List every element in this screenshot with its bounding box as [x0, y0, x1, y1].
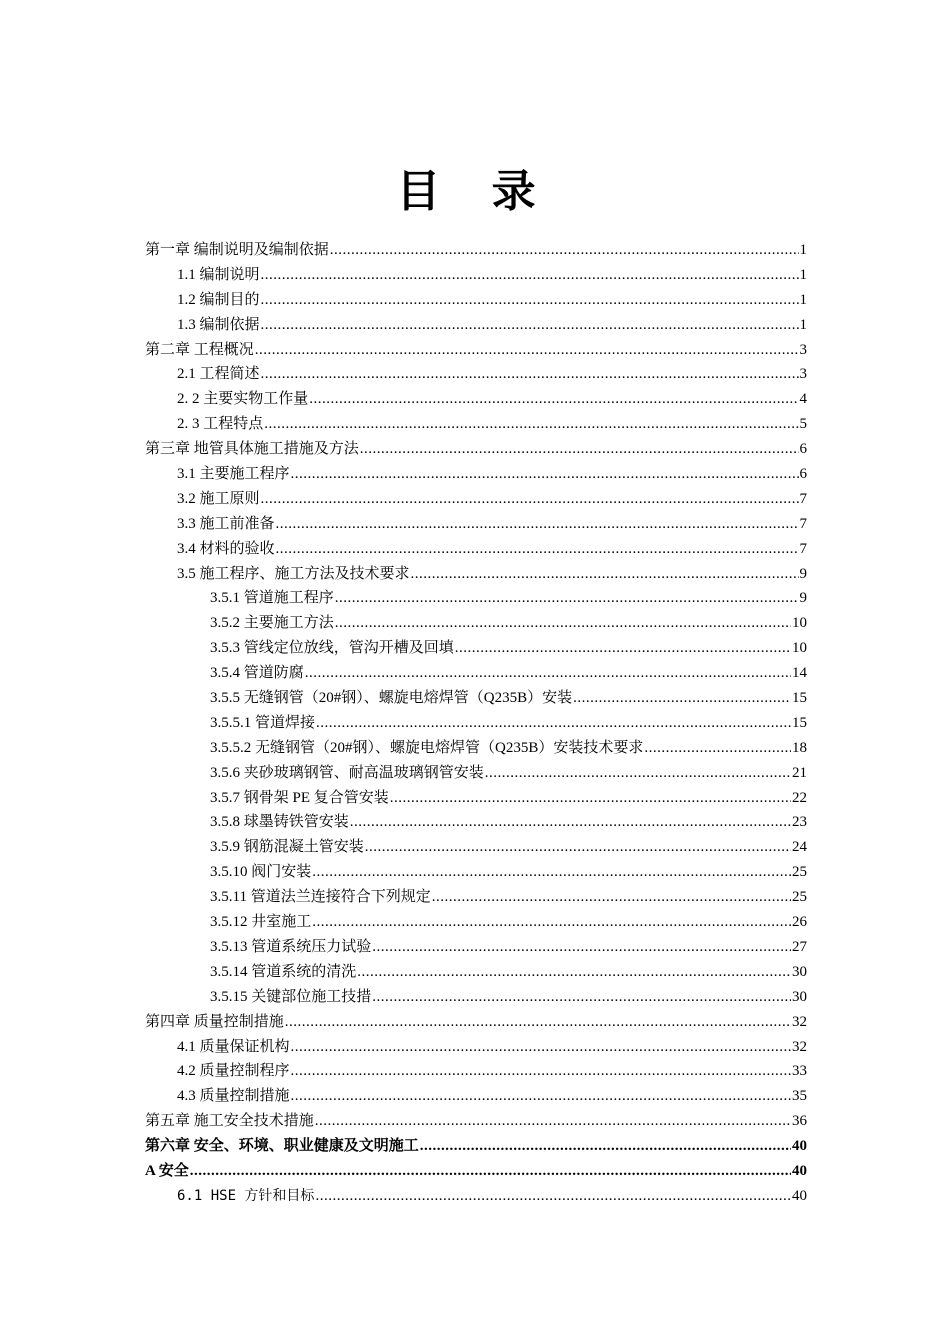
toc-leader-dots	[291, 1035, 791, 1060]
toc-entry[interactable]	[145, 611, 807, 636]
toc-entry[interactable]	[145, 487, 807, 512]
toc-entry[interactable]	[145, 835, 807, 860]
toc-entry-page-number: 9	[799, 565, 807, 582]
toc-entry-label: 第五章 施工安全技术措施	[145, 1113, 314, 1130]
toc-entry-label: 3.5.5.2 无缝钢管（20#钢）、螺旋电熔焊管（Q235B）安装技术要求	[210, 739, 644, 756]
toc-entry[interactable]	[145, 711, 807, 736]
toc-entry[interactable]	[145, 1184, 807, 1209]
toc-leader-dots	[315, 1109, 791, 1134]
toc-entry-page-number: 9	[799, 590, 807, 607]
toc-leader-dots	[264, 412, 798, 437]
toc-entry-label: 3.5.13 管道系统压力试验	[210, 938, 372, 955]
toc-leader-dots	[432, 885, 791, 910]
toc-entry-page-number: 25	[792, 864, 807, 881]
toc-leader-dots	[291, 462, 799, 487]
toc-leader-dots	[357, 960, 791, 985]
toc-entry-label: 3.3 施工前准备	[177, 515, 275, 532]
toc-entry-page-number: 33	[792, 1063, 807, 1080]
toc-entry-label: 第六章 安全、环境、职业健康及文明施工	[145, 1138, 419, 1155]
toc-entry-page-number: 14	[792, 665, 807, 682]
toc-entry[interactable]	[145, 885, 807, 910]
toc-entry-label: 3.5 施工程序、施工方法及技术要求	[177, 565, 410, 582]
toc-entry-page-number: 40	[792, 1187, 807, 1204]
toc-entry[interactable]	[145, 562, 807, 587]
toc-leader-dots	[190, 1159, 791, 1184]
toc-entry-page-number: 22	[792, 789, 807, 806]
toc-entry-label: 1.2 编制目的	[177, 291, 260, 308]
toc-entry[interactable]	[145, 1084, 807, 1109]
toc-entry-page-number: 4	[799, 391, 807, 408]
toc-leader-dots	[309, 387, 798, 412]
toc-entry-page-number: 32	[792, 1013, 807, 1030]
toc-leader-dots	[573, 686, 791, 711]
toc-entry-label: 3.2 施工原则	[177, 490, 260, 507]
toc-entry-label: 3.5.5 无缝钢管（20#钢）、螺旋电熔焊管（Q235B）安装	[210, 690, 573, 707]
toc-entry-label: 3.1 主要施工程序	[177, 466, 290, 483]
toc-entry-label: 第二章 工程概况	[145, 341, 254, 358]
toc-entry[interactable]	[145, 1035, 807, 1060]
toc-entry-label: 4.1 质量保证机构	[177, 1038, 290, 1055]
toc-entry[interactable]	[145, 1159, 807, 1184]
toc-entry[interactable]	[145, 910, 807, 935]
toc-entry-page-number: 27	[792, 938, 807, 955]
toc-entry-label: 3.5.11 管道法兰连接符合下列规定	[210, 889, 431, 906]
toc-entry-page-number: 26	[792, 914, 807, 931]
toc-entry[interactable]	[145, 860, 807, 885]
toc-entry[interactable]	[145, 412, 807, 437]
toc-entry[interactable]	[145, 437, 807, 462]
toc-entry-label: 3.5.8 球墨铸铁管安装	[210, 814, 349, 831]
toc-leader-dots	[411, 562, 799, 587]
toc-entry-page-number: 6	[799, 441, 807, 458]
table-of-contents	[145, 238, 807, 1209]
toc-entry[interactable]	[145, 462, 807, 487]
toc-entry-label: 3.5.9 钢筋混凝土管安装	[210, 839, 364, 856]
toc-leader-dots	[305, 661, 791, 686]
toc-entry-label: 3.5.3 管线定位放线，管沟开槽及回填	[210, 640, 454, 657]
toc-entry-label: 第一章 编制说明及编制依据	[145, 242, 329, 258]
toc-entry-page-number: 10	[792, 615, 807, 632]
toc-leader-dots	[291, 1084, 791, 1109]
toc-entry-page-number: 18	[792, 739, 807, 756]
toc-leader-dots	[315, 1184, 791, 1209]
toc-entry-label: 1.3 编制依据	[177, 316, 260, 333]
toc-entry-page-number: 30	[792, 988, 807, 1005]
toc-entry-page-number: 10	[792, 640, 807, 657]
toc-entry-page-number: 1	[799, 242, 807, 258]
toc-entry-label: 3.5.1 管道施工程序	[210, 590, 334, 607]
toc-entry-page-number: 35	[792, 1088, 807, 1105]
toc-entry[interactable]	[145, 761, 807, 786]
toc-entry-page-number: 23	[792, 814, 807, 831]
toc-entry-label: 3.5.6 夹砂玻璃钢管、耐高温玻璃钢管安装	[210, 764, 484, 781]
toc-leader-dots	[335, 611, 791, 636]
toc-leader-dots	[255, 338, 799, 363]
toc-entry-page-number: 3	[799, 341, 807, 358]
toc-leader-dots	[316, 711, 791, 736]
toc-entry[interactable]	[145, 537, 807, 562]
toc-entry[interactable]	[145, 786, 807, 811]
toc-entry[interactable]	[145, 1059, 807, 1084]
toc-entry[interactable]	[145, 512, 807, 537]
toc-entry[interactable]	[145, 736, 807, 761]
toc-entry[interactable]	[145, 338, 807, 363]
toc-leader-dots	[276, 512, 799, 537]
toc-entry[interactable]	[145, 1010, 807, 1035]
toc-entry[interactable]	[145, 960, 807, 985]
toc-entry-page-number: 1	[799, 266, 807, 283]
toc-entry[interactable]	[145, 288, 807, 313]
toc-entry-label: 2. 3 工程特点	[177, 416, 264, 433]
toc-entry-page-number: 21	[792, 764, 807, 781]
toc-entry-label: 4.3 质量控制措施	[177, 1088, 290, 1105]
page-title: 目 录	[396, 166, 554, 217]
toc-entry-label: 3.5.5.1 管道焊接	[210, 714, 316, 731]
toc-entry[interactable]	[145, 362, 807, 387]
toc-leader-dots	[455, 636, 791, 661]
toc-entry-label: 3.5.2 主要施工方法	[210, 615, 334, 632]
toc-entry-page-number: 40	[792, 1138, 807, 1155]
toc-leader-dots	[291, 1059, 791, 1084]
toc-entry-label: 2. 2 主要实物工作量	[177, 391, 309, 408]
toc-entry-label: 第三章 地管具体施工措施及方法	[145, 441, 359, 458]
toc-entry-label: 3.5.7 钢骨架 PE 复合管安装	[210, 789, 389, 806]
toc-leader-dots	[365, 835, 791, 860]
toc-entry-label: 6.1 HSE 方针和目标	[177, 1187, 315, 1204]
toc-entry[interactable]	[145, 313, 807, 338]
toc-entry-page-number: 25	[792, 889, 807, 906]
toc-entry-page-number: 5	[799, 416, 807, 433]
toc-entry[interactable]	[145, 661, 807, 686]
toc-leader-dots	[330, 238, 799, 263]
toc-entry-page-number: 32	[792, 1038, 807, 1055]
toc-entry-page-number: 7	[799, 540, 807, 557]
toc-entry-label: 3.5.14 管道系统的清洗	[210, 963, 357, 980]
toc-leader-dots	[485, 761, 791, 786]
toc-entry-label: 3.5.4 管道防腐	[210, 665, 304, 682]
toc-entry[interactable]	[145, 636, 807, 661]
toc-entry-page-number: 15	[792, 690, 807, 707]
toc-entry-page-number: 40	[792, 1162, 807, 1179]
toc-entry[interactable]	[145, 810, 807, 835]
toc-entry-page-number: 3	[799, 366, 807, 383]
toc-entry[interactable]	[145, 686, 807, 711]
toc-leader-dots	[390, 786, 791, 811]
toc-entry[interactable]	[145, 985, 807, 1010]
toc-leader-dots	[276, 537, 799, 562]
toc-entry-label: A 安全	[145, 1162, 189, 1179]
toc-entry-page-number: 7	[799, 515, 807, 532]
toc-entry-page-number: 30	[792, 963, 807, 980]
toc-leader-dots	[312, 910, 791, 935]
toc-leader-dots	[360, 437, 799, 462]
toc-leader-dots	[335, 586, 799, 611]
toc-entry[interactable]	[145, 1134, 807, 1159]
toc-leader-dots	[350, 810, 791, 835]
toc-leader-dots	[261, 288, 799, 313]
toc-entry-page-number: 1	[799, 291, 807, 308]
toc-entry-label: 3.4 材料的验收	[177, 540, 275, 557]
toc-entry[interactable]	[145, 586, 807, 611]
toc-entry-label: 3.5.10 阀门安装	[210, 864, 312, 881]
toc-entry-label: 3.5.12 井室施工	[210, 914, 312, 931]
toc-entry-page-number: 24	[792, 839, 807, 856]
toc-entry-label: 4.2 质量控制程序	[177, 1063, 290, 1080]
toc-leader-dots	[372, 935, 791, 960]
toc-leader-dots	[312, 860, 791, 885]
toc-entry-page-number: 7	[799, 490, 807, 507]
toc-entry-label: 2.1 工程简述	[177, 366, 260, 383]
toc-entry-label: 1.1 编制说明	[177, 266, 260, 283]
toc-entry-label: 第四章 质量控制措施	[145, 1013, 284, 1030]
toc-leader-dots	[261, 263, 799, 288]
toc-leader-dots	[372, 985, 791, 1010]
toc-entry[interactable]	[145, 1109, 807, 1134]
toc-leader-dots	[420, 1134, 791, 1159]
toc-entry-label: 3.5.15 关键部位施工技措	[210, 988, 372, 1005]
toc-leader-dots	[285, 1010, 791, 1035]
toc-entry-page-number: 6	[799, 466, 807, 483]
toc-entry[interactable]	[145, 238, 807, 263]
toc-leader-dots	[261, 362, 799, 387]
toc-entry[interactable]	[145, 263, 807, 288]
toc-entry-page-number: 1	[799, 316, 807, 333]
toc-leader-dots	[261, 487, 799, 512]
toc-entry[interactable]	[145, 387, 807, 412]
toc-leader-dots	[644, 736, 791, 761]
toc-entry-page-number: 15	[792, 714, 807, 731]
toc-entry-page-number: 36	[792, 1113, 807, 1130]
toc-entry[interactable]	[145, 935, 807, 960]
toc-leader-dots	[261, 313, 799, 338]
